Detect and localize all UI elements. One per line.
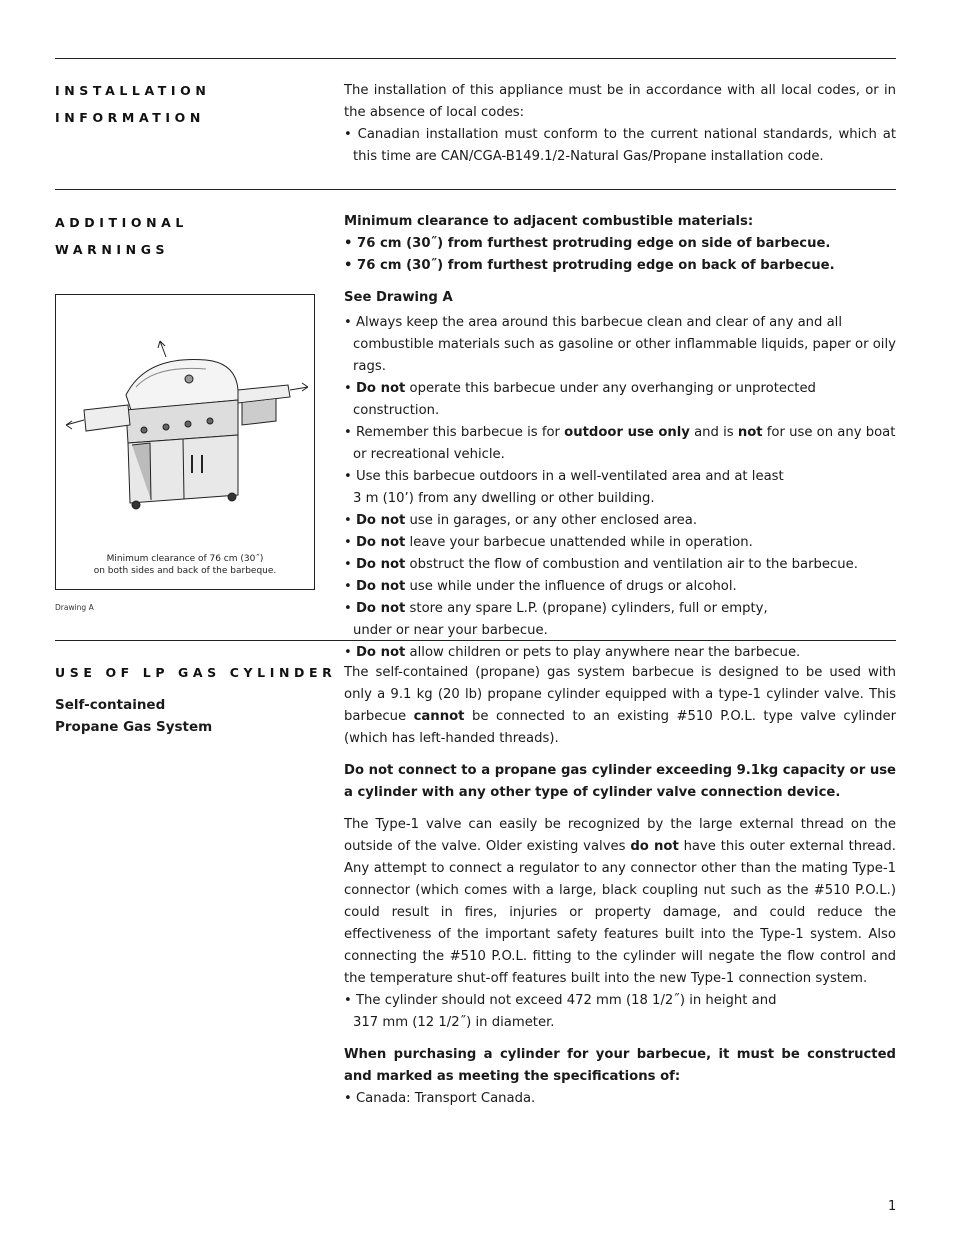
cylinder-heading xyxy=(55,659,336,686)
drawing-caption-line: Minimum clearance of 76 cm (30˝) xyxy=(106,554,264,564)
cylinder-body xyxy=(344,662,896,1110)
warning-item: • Do not store any spare L.P. (propane) cylinders, full or empty, under or near your barbecue. xyxy=(344,601,768,638)
installation-body xyxy=(344,80,896,168)
warnings-heading xyxy=(55,209,188,263)
installation-heading xyxy=(55,77,210,131)
cylinder-subheading xyxy=(55,694,212,738)
see-drawing: See Drawing A xyxy=(344,290,453,305)
divider-warnings xyxy=(55,189,896,190)
clearance-title: Minimum clearance to adjacent combustible materials: xyxy=(344,214,754,229)
installation-intro: The installation of this appliance must be in accordance with all local codes, or in the absence of local codes: xyxy=(344,83,896,120)
warning-item: • Do not leave your barbecue unattended while in operation. xyxy=(344,535,753,550)
cylinder-paragraph-1: The self-contained (propane) gas system barbecue is designed to be used with only a 9.1 kg (20 lb) propane cylinder equipped with a type-1 cylinder valve. This barbecue cannot be connected to an existing #510 P.O.L. type valve cylinder (which has left-handed threads). xyxy=(344,665,896,746)
warning-item: • Use this barbecue outdoors in a well-ventilated area and at least 3 m (10’) from any dwelling or other building. xyxy=(344,469,784,506)
cylinder-bullet-canada: • Canada: Transport Canada. xyxy=(344,1091,536,1106)
divider-top xyxy=(55,58,896,59)
cylinder-paragraph-2: Do not connect to a propane gas cylinder exceeding 9.1kg capacity or use a cylinder with any other type of cylinder valve connection device. xyxy=(344,763,896,800)
warning-item: • Do not operate this barbecue under any overhanging or unprotected construction. xyxy=(344,381,816,418)
cylinder-paragraph-3: The Type-1 valve can easily be recognized by the large external thread on the outside of the valve. Older existing valves do not have this outer external thread. Any attempt to connect a regulator to any connector other than the mating Type-1 connector (which comes with a large, black coupling nut such as the #510 P.O.L.) could result in fires, injuries or property damage, and could reduce the effectiveness of the important safety features built into the Type-1 system. Also connecting the #510 P.O.L. fitting to the cylinder will negate the flow control and the temperature shut-off features built into the new Type-1 connection system. xyxy=(344,817,896,986)
cylinder-paragraph-4: When purchasing a cylinder for your barbecue, it must be constructed and marked as meeting the specifications of: xyxy=(344,1047,896,1084)
heading-line: WARNINGS xyxy=(55,242,170,257)
installation-bullet: • Canadian installation must conform to the current national standards, which at this time are CAN/CGA-B149.1/2-Natural Gas/Propane installation code. xyxy=(344,127,896,164)
warning-item: • Do not use while under the influence of drugs or alcohol. xyxy=(344,579,737,594)
drawing-caption xyxy=(56,553,314,577)
cylinder-bullet: • The cylinder should not exceed 472 mm (18 1/2˝) in height and 317 mm (12 1/2˝) in diameter. xyxy=(344,993,777,1030)
subheading-line: Self-contained xyxy=(55,697,166,713)
warning-item: • Do not obstruct the flow of combustion and ventilation air to the barbecue. xyxy=(344,557,858,572)
heading-line: INSTALLATION xyxy=(55,83,211,98)
drawing-caption-line: on both sides and back of the barbeque. xyxy=(93,566,277,576)
heading-line: ADDITIONAL xyxy=(55,215,188,230)
drawing-label: Drawing A xyxy=(55,603,94,612)
warning-item: • Do not use in garages, or any other enclosed area. xyxy=(344,513,698,528)
subheading-line: Propane Gas System xyxy=(55,719,213,735)
warning-item: • Do not allow children or pets to play anywhere near the barbecue. xyxy=(344,645,801,660)
heading-line: USE OF LP GAS CYLINDER xyxy=(55,665,337,680)
clearance-back: • 76 cm (30˝) from furthest protruding edge on back of barbecue. xyxy=(344,258,835,273)
warning-item: • Remember this barbecue is for outdoor use only and is not for use on any boat or recreational vehicle. xyxy=(344,425,896,462)
warnings-body xyxy=(344,211,896,664)
clearance-side: • 76 cm (30˝) from furthest protruding edge on side of barbecue. xyxy=(344,236,831,251)
page-number: 1 xyxy=(888,1199,897,1214)
warning-item: • Always keep the area around this barbecue clean and clear of any and all combustible materials such as gasoline or other inflammable liquids, paper or oily rags. xyxy=(344,315,896,374)
heading-line: INFORMATION xyxy=(55,110,205,125)
barbecue-illustration xyxy=(56,295,314,545)
drawing-a-frame xyxy=(55,294,315,590)
